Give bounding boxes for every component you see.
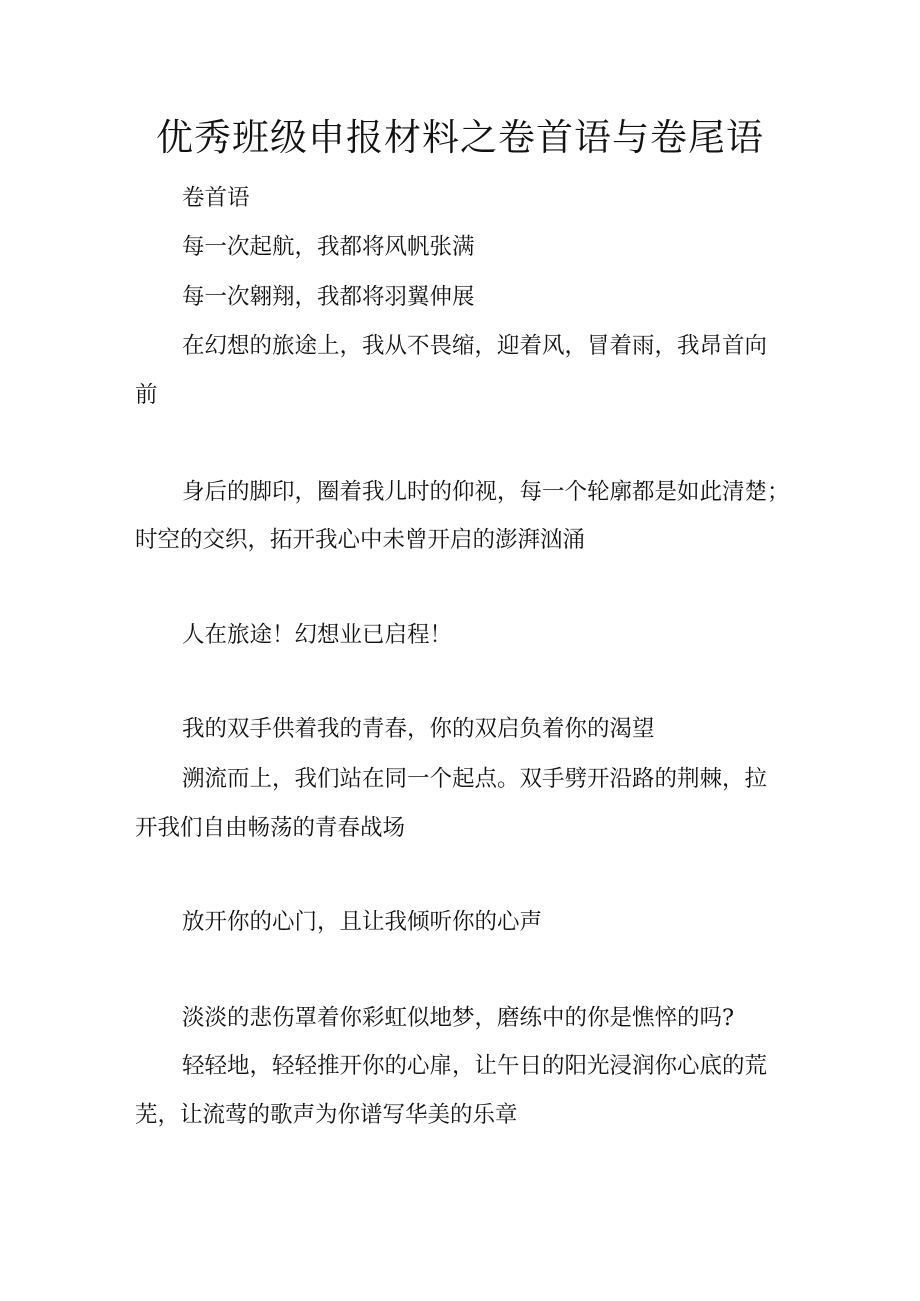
- paragraph-line: 溯流而上，我们站在同一个起点。双手劈开沿路的荆棘，拉: [182, 766, 768, 792]
- paragraph-line: 时空的交织，拓开我心中未曾开启的澎湃汹涌: [135, 527, 586, 553]
- paragraph-line: 放开你的心门，且让我倾听你的心声: [182, 909, 543, 935]
- paragraph-line: 在幻想的旅途上，我从不畏缩，迎着风，冒着雨，我昂首向: [182, 333, 768, 359]
- paragraph-line: 开我们自由畅荡的青春战场: [135, 815, 406, 841]
- paragraph-line: 每一次起航，我都将风帆张满: [182, 234, 475, 260]
- paragraph-line: 每一次翱翔，我都将羽翼伸展: [182, 284, 475, 310]
- paragraph-line: 淡淡的悲伤罩着你彩虹似地梦，磨练中的你是憔悴的吗?: [182, 1005, 735, 1031]
- paragraph-line: 卷首语: [182, 185, 250, 211]
- document-title: 优秀班级申报材料之卷首语与卷尾语: [156, 116, 764, 159]
- paragraph-line: 身后的脚印，圈着我儿时的仰视，每一个轮廓都是如此清楚；: [182, 479, 790, 505]
- paragraph-line: 轻轻地，轻轻推开你的心扉，让午日的阳光浸润你心底的荒: [182, 1053, 768, 1079]
- paragraph-line: 我的双手供着我的青春，你的双启负着你的渴望: [182, 716, 655, 742]
- paragraph-line: 人在旅途！幻想业已启程！: [182, 622, 453, 648]
- paragraph-line: 前: [135, 382, 158, 408]
- paragraph-line: 芜，让流莺的歌声为你谱写华美的乐章: [135, 1102, 518, 1128]
